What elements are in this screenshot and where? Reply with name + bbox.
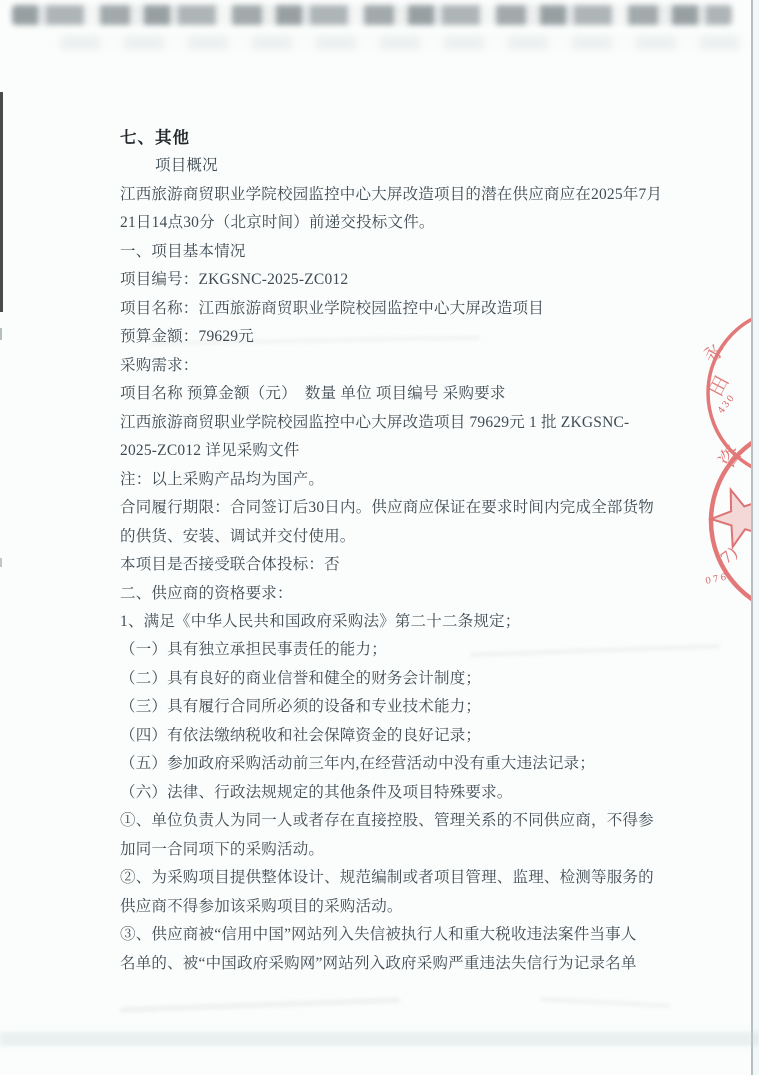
scan-bleedthrough-top xyxy=(12,5,732,25)
text-line: 江西旅游商贸职业学院校园监控中心大屏改造项目 79629元 1 批 ZKGSNC- xyxy=(120,413,630,431)
seal-star-icon xyxy=(711,490,751,547)
text-line: 江西旅游商贸职业学院校园监控中心大屏改造项目的潜在供应商应在2025年7月 xyxy=(120,185,663,203)
text-line: 采购需求： xyxy=(120,356,199,374)
text-line: ②、为采购项目提供整体设计、规范编制或者项目管理、监理、检测等服务的 xyxy=(120,869,654,887)
text-line: （五）参加政府采购活动前三年内,在经营活动中没有重大违法记录； xyxy=(120,755,596,773)
text-line: （四）有依法缴纳税收和社会保障资金的良好记录； xyxy=(120,726,482,744)
text-line: 的供货、安装、调试并交付使用。 xyxy=(120,527,356,545)
text-line: 项目编号：ZKGSNC-2025-ZC012 xyxy=(120,271,349,289)
text-line: 预算金额：79629元 xyxy=(120,328,254,346)
text-line: 名单的、被“中国政府采购网”网站列入政府采购严重违法失信行为记录名单 xyxy=(120,954,637,972)
text-line: 合同履行期限：合同签订后30日内。供应商应保证在要求时间内完成全部货物 xyxy=(120,499,655,517)
text-line: 1、满足《中华人民共和国政府采购法》第二十二条规定； xyxy=(120,612,521,630)
text-line: 加同一合同项下的采购活动。 xyxy=(120,840,325,858)
scan-edge-left xyxy=(0,92,3,312)
text-line: （二）具有良好的商业信誉和健全的财务会计制度； xyxy=(120,669,482,687)
text-line: 21日14点30分（北京时间）前递交投标文件。 xyxy=(120,214,435,232)
text-line: 二、供应商的资格要求： xyxy=(120,584,293,602)
scan-edge-mark xyxy=(0,328,2,340)
seal-character: 田 xyxy=(703,371,734,401)
red-seal-stamp xyxy=(688,298,751,610)
text-line: （六）法律、行政法规规定的其他条件及项目特殊要求。 xyxy=(120,783,513,801)
text-line: 注：以上采购产品均为国产。 xyxy=(120,470,325,488)
scan-edge-mark xyxy=(0,558,2,567)
text-line: 一、项目基本情况 xyxy=(120,242,246,260)
seal-text: 7) xyxy=(716,543,742,569)
scan-bleedthrough-top-2 xyxy=(60,36,740,50)
seal-character: 永 xyxy=(698,338,729,368)
text-line: 七、其他 xyxy=(120,129,190,147)
text-line: （一）具有独立承担民事责任的能力； xyxy=(120,641,387,659)
text-line: 2025-ZC012 详见采购文件 xyxy=(120,442,300,460)
text-line: 项目名称：江西旅游商贸职业学院校园监控中心大屏改造项目 xyxy=(120,299,544,317)
text-line: （三）具有履行合同所必须的设备和专业技术能力； xyxy=(120,698,482,716)
scan-margin-right xyxy=(753,0,759,1075)
text-line: ①、单位负责人为同一人或者存在直接控股、管理关系的不同供应商，不得参 xyxy=(120,812,654,830)
text-line: 项目概况 xyxy=(155,157,218,175)
seal-digits: 076 xyxy=(704,572,730,587)
text-line: 项目名称 预算金额（元） 数量 单位 项目编号 采购要求 xyxy=(120,385,506,403)
text-line: 供应商不得参加该采购项目的采购活动。 xyxy=(120,897,403,915)
seal-digits: 430 xyxy=(716,392,738,416)
text-line: ③、供应商被“信用中国”网站列入失信被执行人和重大税收违法案件当事人 xyxy=(120,926,637,944)
text-line: 本项目是否接受联合体投标：否 xyxy=(120,556,340,574)
document-text xyxy=(120,128,663,1008)
scan-band-bottom xyxy=(0,1032,759,1046)
seal-character: 咨 xyxy=(714,441,748,474)
